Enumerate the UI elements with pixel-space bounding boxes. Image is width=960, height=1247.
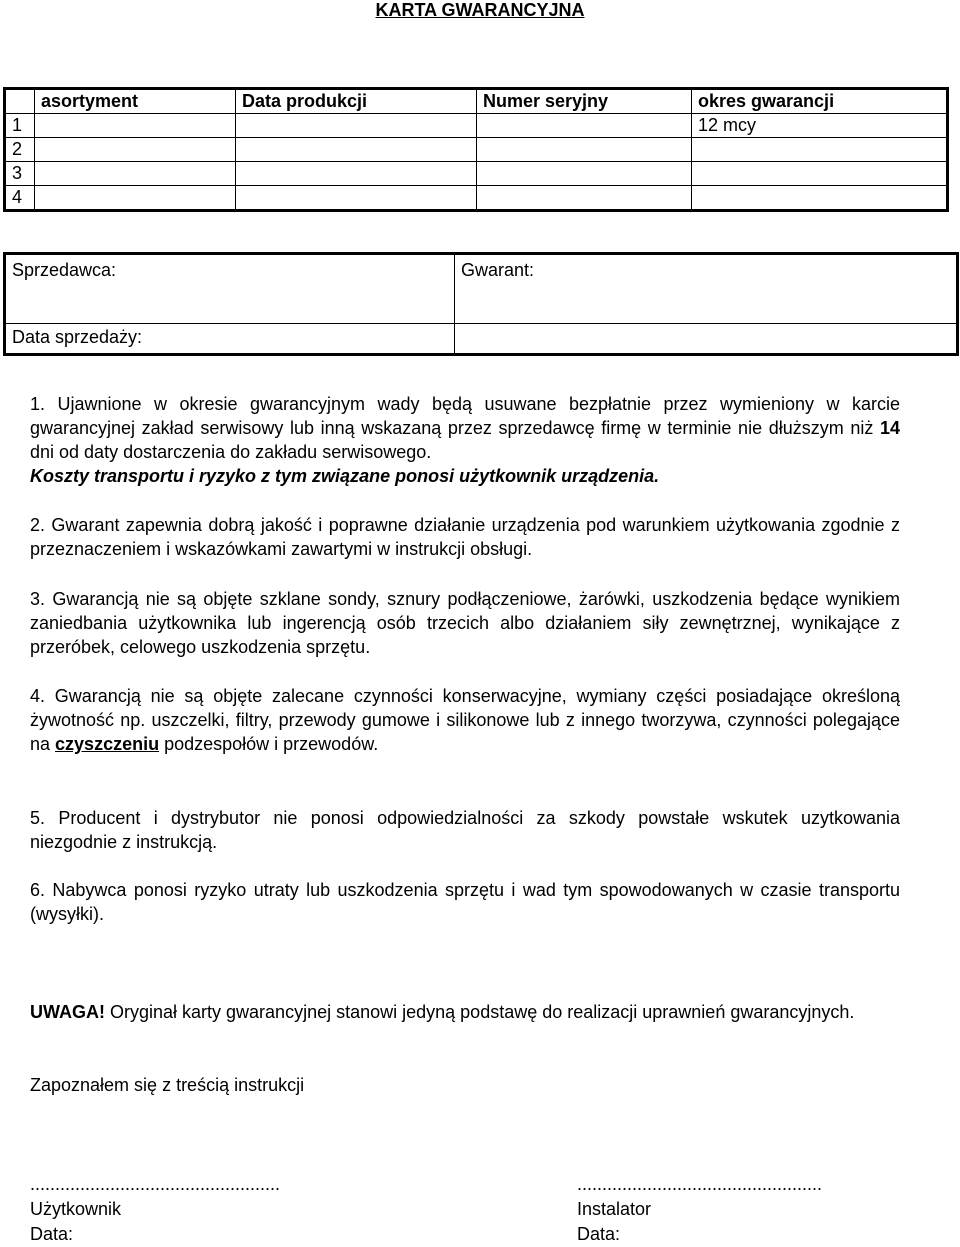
table-cell: 2: [5, 138, 35, 162]
table-cell: [35, 138, 236, 162]
products-table: [3, 87, 949, 212]
sale-date-label: Data sprzedaży:: [12, 327, 143, 347]
table-header-cell: Data produkcji: [236, 89, 477, 114]
table-row: [5, 186, 948, 211]
table-cell: [35, 186, 236, 211]
warning-note: [30, 1000, 900, 1024]
table-row: [5, 138, 948, 162]
guarantor-field-continued: [455, 324, 958, 355]
table-cell: 3: [5, 162, 35, 186]
table-cell: [692, 186, 948, 211]
term-2: [30, 513, 900, 561]
term-1-text: 1. Ujawnione w okresie gwarancyjnym wady będą usuwane bezpłatnie przez wymieniony w karcie gwarancyjnej zakład serwisowy lub inną wskazaną przez sprzedawcę firmę w terminie nie dłuższym niż: [30, 394, 900, 438]
table-cell: [236, 186, 477, 211]
table-cell: [236, 114, 477, 138]
table-header-cell: Numer seryjny: [477, 89, 692, 114]
page-title: KARTA GWARANCYJNA: [375, 0, 585, 20]
term-4-text: 4. Gwarancją nie są objęte zalecane czynności konserwacyjne, wymiany części posiadające określoną żywotność np. uszczelki, filtry, przewody gumowe i silikonowe lub z innego tworzywa, czynności polegające na: [30, 686, 900, 754]
table-cell: 4: [5, 186, 35, 211]
table-cell: [692, 162, 948, 186]
table-cell: [477, 138, 692, 162]
table-header-cell: okres gwarancji: [692, 89, 948, 114]
signature-role: Instalator: [577, 1199, 652, 1219]
term-5: [30, 806, 900, 854]
table-cell: [236, 138, 477, 162]
table-cell: [236, 162, 477, 186]
guarantor-label: Gwarant:: [461, 260, 535, 280]
term-4-text-end: podzespołów i przewodów.: [159, 734, 379, 754]
guarantor-field: [455, 254, 958, 324]
seller-field: [5, 254, 455, 324]
table-cell: [35, 162, 236, 186]
term-1-italic: Koszty transportu i ryzyko z tym związane ponosi użytkownik urządzenia.: [30, 466, 660, 486]
term-3: [30, 587, 900, 659]
term-5-text: 5. Producent i dystrybutor nie ponosi odpowiedzialności za szkody powstałe wskutek uzytkowania niezgodnie z instrukcją.: [30, 808, 900, 852]
table-cell: [477, 162, 692, 186]
seller-guarantor-box: [3, 252, 959, 356]
term-6-text: 6. Nabywca ponosi ryzyko utraty lub uszkodzenia sprzętu i wad tym spowodowanych w czasie transportu (wysyłki).: [30, 880, 900, 924]
seller-label: Sprzedawca:: [12, 260, 117, 280]
signature-installer: [577, 1172, 822, 1247]
table-cell: [692, 138, 948, 162]
term-2-text: 2. Gwarant zapewnia dobrą jakość i poprawne działanie urządzenia pod warunkiem użytkowania zgodnie z przeznaczeniem i wskazówkami zawartymi w instrukcji obsługi.: [30, 515, 900, 559]
signature-role: Użytkownik: [30, 1199, 122, 1219]
term-1-text-end: dni od daty dostarczenia do zakładu serwisowego.: [30, 442, 432, 462]
term-1-days: 14: [879, 418, 900, 438]
signature-date: Data:: [577, 1224, 621, 1244]
table-header-cell: [5, 89, 35, 114]
term-6: [30, 878, 900, 926]
acknowledge-line: [30, 1073, 900, 1097]
term-3-text: 3. Gwarancją nie są objęte szklane sondy, sznury podłączeniowe, żarówki, uszkodzenia będące wynikiem zaniedbania użytkownika lub ingerencją osób trzecich albo działaniem siły zewnętrznej, wynikające z przeróbek, celowego uszkodzenia sprzętu.: [30, 589, 900, 657]
signature-date: Data:: [30, 1224, 74, 1244]
table-row: [5, 114, 948, 138]
signature-user: [30, 1172, 280, 1247]
term-1: [30, 392, 900, 488]
table-header-row: [5, 89, 948, 114]
warning-label: UWAGA!: [30, 1002, 105, 1022]
table-row: [5, 162, 948, 186]
table-header-cell: asortyment: [35, 89, 236, 114]
acknowledge-text: Zapoznałem się z treścią instrukcji: [30, 1075, 305, 1095]
sale-date-field: [5, 324, 455, 355]
table-cell: 1: [5, 114, 35, 138]
table-cell: [35, 114, 236, 138]
table-cell: [477, 114, 692, 138]
table-cell: 12 mcy: [692, 114, 948, 138]
signature-line: .................................................: [577, 1174, 823, 1194]
term-4: [30, 684, 900, 756]
signature-line: ..................................................: [30, 1174, 281, 1194]
term-4-underlined: czyszczeniu: [55, 734, 160, 754]
warning-text: Oryginał karty gwarancyjnej stanowi jedyną podstawę do realizacji uprawnień gwarancyjnych.: [105, 1002, 855, 1022]
table-cell: [477, 186, 692, 211]
